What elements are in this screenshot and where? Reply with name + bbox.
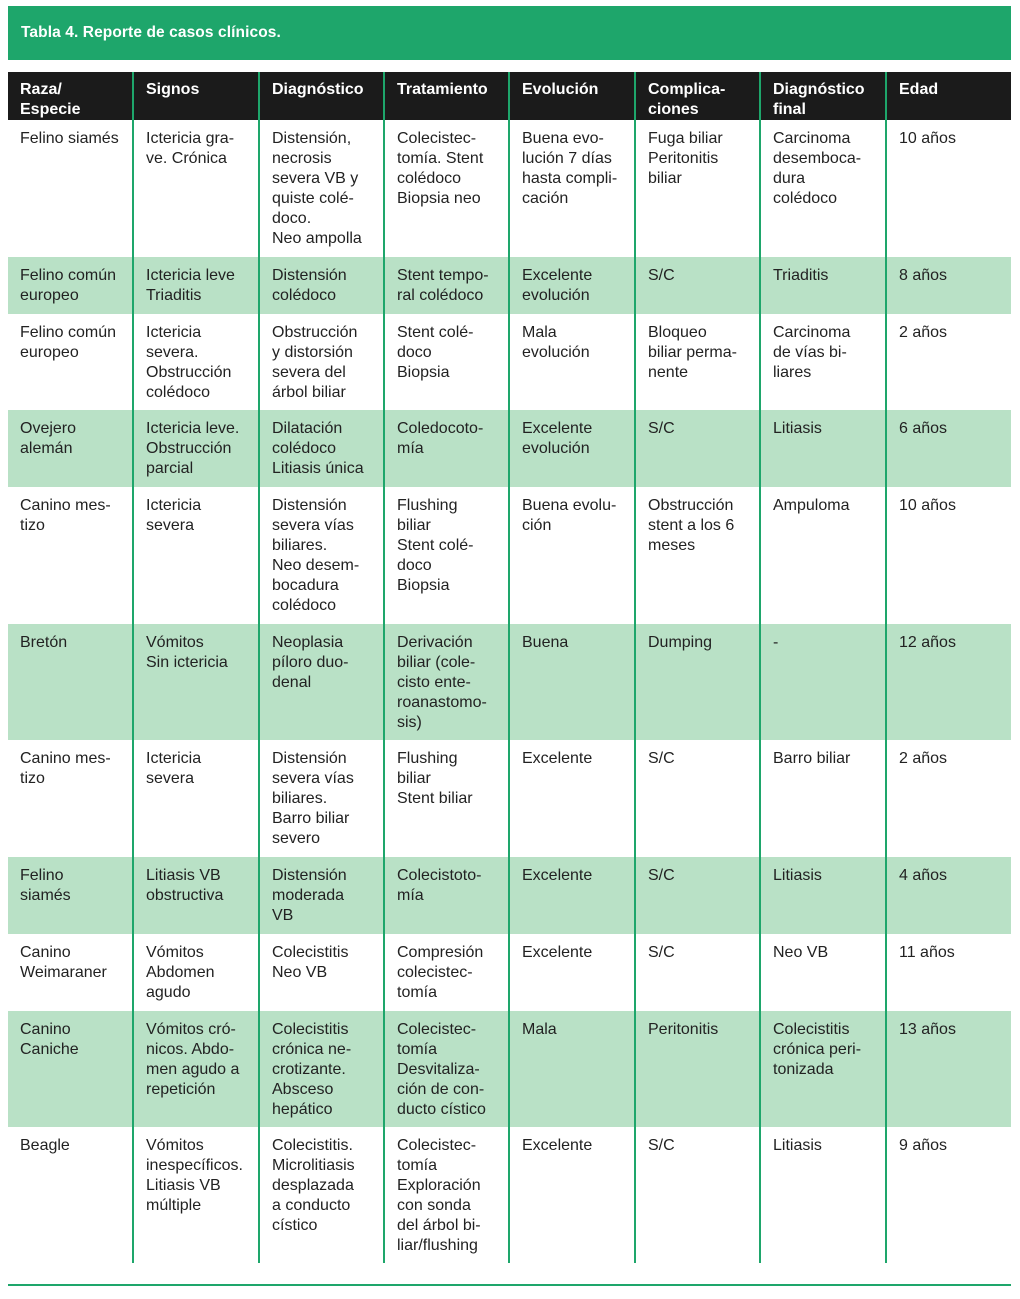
cell-complicaciones: Obstrucción stent a los 6 meses [635, 487, 760, 624]
cell-evolucion: Buena evolu- ción [509, 487, 635, 624]
cell-diagnostico: Distensión moderada VB [259, 857, 384, 934]
cell-diagnostico: Distensión, necrosis severa VB y quiste colé- doco. Neo ampolla [259, 120, 384, 257]
cell-tratamiento: Stent tempo- ral colédoco [384, 257, 509, 314]
cell-complicaciones: Peritonitis [635, 1011, 760, 1127]
cell-edad: 13 años [886, 1011, 1011, 1127]
cell-complicaciones: Fuga biliar Peritonitis biliar [635, 120, 760, 257]
cell-tratamiento: Compresión colecistec- tomía [384, 934, 509, 1011]
cell-diagnostico: Distensión severa vías biliares. Barro biliar severo [259, 740, 384, 857]
table-row [8, 934, 1011, 1011]
cell-complicaciones: S/C [635, 740, 760, 857]
table-title-bar [8, 6, 1011, 60]
cell-complicaciones: S/C [635, 257, 760, 314]
cell-signos: Ictericia severa [133, 487, 259, 624]
header-diagnostico: Diagnóstico [259, 72, 384, 120]
cell-evolucion: Excelente [509, 934, 635, 1011]
cell-evolucion: Buena evo- lución 7 días hasta compli- cación [509, 120, 635, 257]
cell-diagnostico: Distensión severa vías biliares. Neo desem- bocadura colédoco [259, 487, 384, 624]
cell-complicaciones: Dumping [635, 624, 760, 740]
bottom-divider [8, 1284, 1011, 1286]
header-raza-especie: Raza/ Especie [8, 72, 133, 120]
cell-raza: Canino mes- tizo [20, 497, 111, 534]
cell-edad: 2 años [886, 740, 1011, 857]
header-signos: Signos [133, 72, 259, 120]
cell-evolucion: Mala evolución [509, 314, 635, 410]
cell-tratamiento: Derivación biliar (cole- cisto ente- roanastomo- sis) [384, 624, 509, 740]
cell-diagnostico-final: Litiasis [760, 1127, 886, 1263]
cell-signos: Litiasis VB obstructiva [133, 857, 259, 934]
cell-edad: 6 años [886, 410, 1011, 487]
table-row [8, 120, 1011, 257]
cell-diagnostico-final: Colecistitis crónica peri- tonizada [760, 1011, 886, 1127]
cell-tratamiento: Stent colé- doco Biopsia [384, 314, 509, 410]
cell-signos: Vómitos inespecíficos. Litiasis VB múltiple [133, 1127, 259, 1263]
cell-diagnostico: Distensión colédoco [259, 257, 384, 314]
header-evolucion: Evolución [509, 72, 635, 120]
cell-raza: Canino mes- tizo [20, 750, 111, 787]
cell-diagnostico-final: Ampuloma [760, 487, 886, 624]
cell-edad: 10 años [886, 487, 1011, 624]
cell-raza: Felino común europeo [8, 257, 133, 314]
cell-evolucion: Excelente [509, 857, 635, 934]
cell-diagnostico-final: Barro biliar [760, 740, 886, 857]
cell-signos: Ictericia severa [133, 740, 259, 857]
cell-tratamiento: Colecistec- tomía Desvitaliza- ción de con- ducto cístico [384, 1011, 509, 1127]
cell-tratamiento: Colecistec- tomía. Stent colédoco Biopsia neo [384, 120, 509, 257]
cell-tratamiento: Colecistec- tomía Exploración con sonda del árbol bi- liar/flushing [384, 1127, 509, 1263]
cell-diagnostico: Colecistitis. Microlitiasis desplazada a conducto cístico [259, 1127, 384, 1263]
cell-complicaciones: S/C [635, 1127, 760, 1263]
table-row [8, 1011, 1011, 1127]
cell-diagnostico-final: - [760, 624, 886, 740]
cell-diagnostico: Obstrucción y distorsión severa del árbol biliar [259, 314, 384, 410]
cell-signos: Vómitos Abdomen agudo [133, 934, 259, 1011]
cell-tratamiento: Flushing biliar Stent biliar [384, 740, 509, 857]
header-complicaciones: Complica- ciones [635, 72, 760, 120]
cell-edad: 12 años [886, 624, 1011, 740]
table-row [8, 314, 1011, 410]
cell-edad: 8 años [886, 257, 1011, 314]
cell-diagnostico-final: Triaditis [760, 257, 886, 314]
cell-complicaciones: S/C [635, 934, 760, 1011]
cell-diagnostico-final: Neo VB [760, 934, 886, 1011]
cell-edad: 11 años [886, 934, 1011, 1011]
table-row [8, 410, 1011, 487]
cell-evolucion: Excelente evolución [509, 257, 635, 314]
header-diagnostico-final: Diagnóstico final [760, 72, 886, 120]
cell-diagnostico-final: Carcinoma de vías bi- liares [760, 314, 886, 410]
cell-signos: Ictericia leve. Obstrucción parcial [133, 410, 259, 487]
cell-diagnostico-final: Carcinoma desemboca- dura colédoco [760, 120, 886, 257]
cell-raza: Ovejero alemán [8, 410, 133, 487]
cell-raza: Felino siamés [8, 857, 133, 934]
cell-raza: Bretón [8, 624, 133, 740]
cell-signos: Ictericia leve Triaditis [133, 257, 259, 314]
cell-complicaciones: Bloqueo biliar perma- nente [635, 314, 760, 410]
cell-raza: Canino Caniche [8, 1011, 133, 1127]
cell-diagnostico-final: Litiasis [760, 410, 886, 487]
cell-complicaciones: S/C [635, 857, 760, 934]
cell-signos: Ictericia gra- ve. Crónica [133, 120, 259, 257]
cell-evolucion: Excelente evolución [509, 410, 635, 487]
cell-edad: 10 años [886, 120, 1011, 257]
table-row [8, 257, 1011, 314]
cell-diagnostico: Colecistitis Neo VB [259, 934, 384, 1011]
cell-tratamiento: Coledocoto- mía [384, 410, 509, 487]
cell-raza: Beagle [20, 1137, 70, 1154]
cell-edad: 2 años [886, 314, 1011, 410]
cell-raza: Felino siamés [20, 130, 119, 147]
cell-diagnostico: Colecistitis crónica ne- crotizante. Absceso hepático [259, 1011, 384, 1127]
clinical-cases-table [8, 72, 1011, 1263]
cell-complicaciones: S/C [635, 410, 760, 487]
cell-edad: 9 años [886, 1127, 1011, 1263]
cell-raza: Canino Weimaraner [20, 944, 107, 981]
cell-raza: Felino común europeo [20, 324, 117, 361]
header-tratamiento: Tratamiento [384, 72, 509, 120]
cell-diagnostico-final: Litiasis [760, 857, 886, 934]
table-row [8, 857, 1011, 934]
cell-signos: Vómitos Sin ictericia [133, 624, 259, 740]
table-row [8, 1127, 1011, 1263]
cell-diagnostico: Dilatación colédoco Litiasis única [259, 410, 384, 487]
cell-signos: Vómitos cró- nicos. Abdo- men agudo a repetición [133, 1011, 259, 1127]
table-header-row [8, 72, 1011, 120]
table-row [8, 487, 1011, 624]
table-title: Tabla 4. Reporte de casos clínicos. [21, 24, 281, 41]
table-row [8, 624, 1011, 740]
table-row [8, 740, 1011, 857]
cell-evolucion: Excelente [509, 740, 635, 857]
header-edad: Edad [886, 72, 1011, 120]
cell-evolucion: Buena [509, 624, 635, 740]
cell-tratamiento: Colecistoto- mía [384, 857, 509, 934]
cell-diagnostico: Neoplasia píloro duo- denal [259, 624, 384, 740]
cell-evolucion: Excelente [509, 1127, 635, 1263]
cell-signos: Ictericia severa. Obstrucción colédoco [133, 314, 259, 410]
cell-edad: 4 años [886, 857, 1011, 934]
cell-tratamiento: Flushing biliar Stent colé- doco Biopsia [384, 487, 509, 624]
cell-evolucion: Mala [509, 1011, 635, 1127]
